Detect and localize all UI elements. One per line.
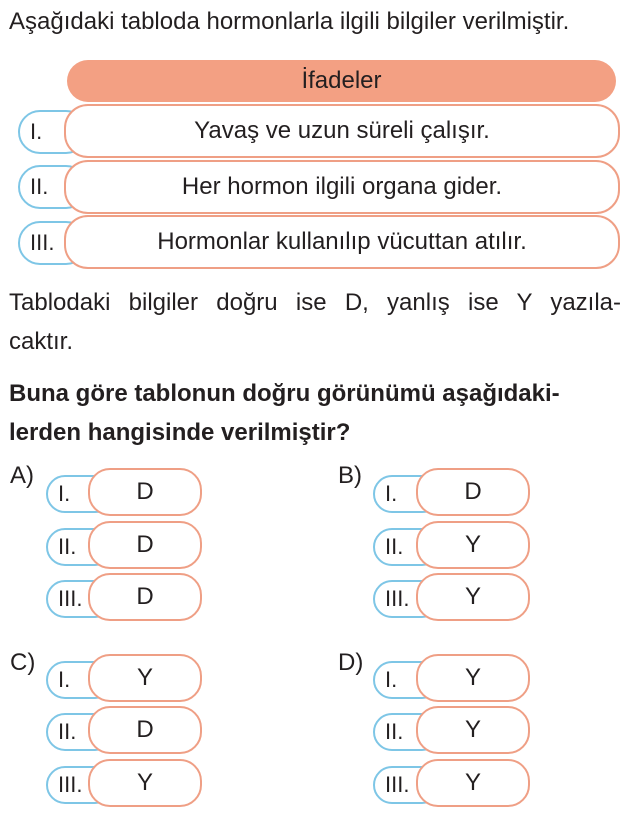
option-number: I.: [385, 481, 398, 506]
option-d-value-pill[interactable]: [416, 759, 530, 807]
option-number: III.: [385, 772, 410, 797]
option-c-value-pill[interactable]: [88, 706, 202, 754]
option-number: II.: [385, 719, 404, 744]
question-line-2: lerden hangisinde verilmiştir?: [9, 419, 351, 446]
option-a-value-pill[interactable]: [88, 521, 202, 569]
option-number: II.: [58, 719, 77, 744]
option-number: III.: [385, 586, 410, 611]
table-header-label: İfadeler: [301, 67, 382, 94]
option-number: I.: [385, 667, 398, 692]
option-number: II.: [385, 534, 404, 559]
option-value: Y: [464, 769, 481, 796]
row-number: II.: [30, 174, 49, 199]
statement-text: Hormonlar kullanılıp vücuttan atılır.: [157, 228, 527, 255]
option-value: D: [136, 716, 154, 743]
option-b-value-pill[interactable]: [416, 573, 530, 621]
option-d-letter[interactable]: D): [338, 649, 364, 676]
row-number: I.: [30, 119, 43, 144]
instruction-line-2: caktır.: [9, 328, 74, 355]
option-d-value-pill[interactable]: [416, 654, 530, 702]
option-c-value-pill[interactable]: [88, 759, 202, 807]
option-a-value-pill[interactable]: [88, 468, 202, 516]
option-a-value-pill[interactable]: [88, 573, 202, 621]
option-d-value-pill[interactable]: [416, 706, 530, 754]
row-number: III.: [30, 230, 55, 255]
intro-text: Aşağıdaki tabloda hormonlarla ilgili bilgiler verilmiştir.: [9, 8, 570, 35]
option-value: Y: [464, 583, 481, 610]
option-value: Y: [464, 664, 481, 691]
option-number: I.: [58, 667, 71, 692]
option-b-value-pill[interactable]: [416, 468, 530, 516]
option-value: Y: [464, 716, 481, 743]
option-value: Y: [136, 664, 153, 691]
option-number: I.: [58, 481, 71, 506]
option-c-value-pill[interactable]: [88, 654, 202, 702]
statement-pill: [64, 215, 620, 269]
option-b-letter[interactable]: B): [338, 462, 362, 489]
option-value: Y: [464, 531, 481, 558]
option-value: D: [136, 583, 154, 610]
statement-text: Yavaş ve uzun süreli çalışır.: [194, 117, 490, 144]
option-number: II.: [58, 534, 77, 559]
statement-pill: [64, 160, 620, 214]
option-c-letter[interactable]: C): [10, 649, 36, 676]
option-value: D: [136, 531, 154, 558]
option-value: D: [136, 478, 154, 505]
statement-pill: [64, 104, 620, 158]
option-value: D: [464, 478, 482, 505]
statement-text: Her hormon ilgili organa gider.: [181, 173, 503, 200]
instruction-line-1: Tablodaki bilgiler doğru ise D, yanlış ise Y yazıla-: [9, 289, 621, 316]
question-line-1: Buna göre tablonun doğru görünümü aşağıdaki-: [9, 380, 560, 407]
option-number: III.: [58, 772, 83, 797]
option-a-letter[interactable]: A): [10, 462, 34, 489]
option-number: III.: [58, 586, 83, 611]
table-header: [67, 60, 616, 102]
option-value: Y: [136, 769, 153, 796]
option-b-value-pill[interactable]: [416, 521, 530, 569]
